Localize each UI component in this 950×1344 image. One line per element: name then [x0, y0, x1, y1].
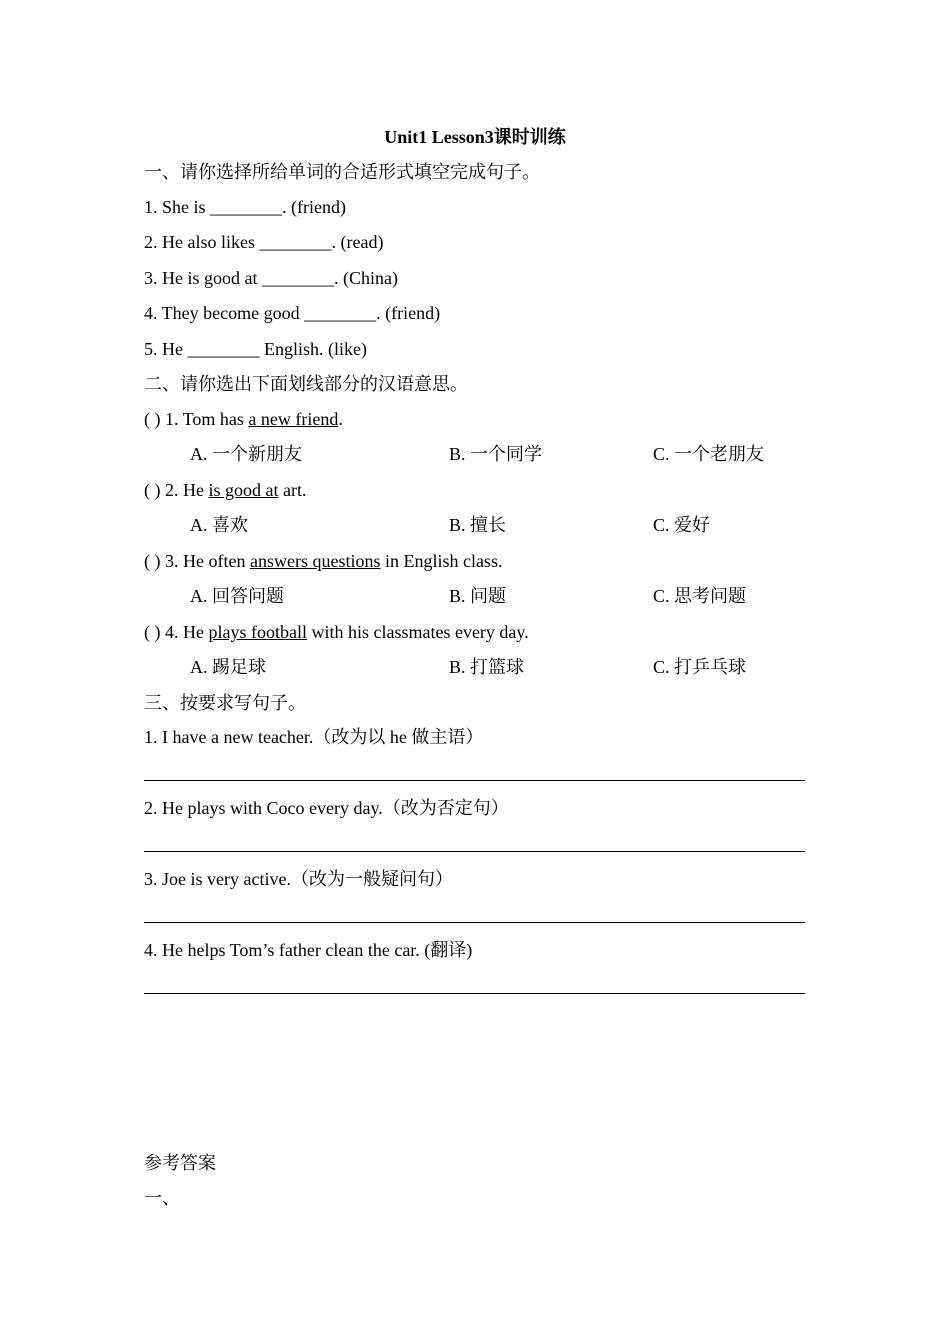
option-b: B. 一个同学 [449, 444, 543, 464]
choice-question-2 [144, 479, 306, 501]
option-c: C. 一个老朋友 [653, 444, 765, 464]
answer-line [144, 922, 805, 923]
option-c: C. 爱好 [653, 515, 711, 535]
choice-question-4 [144, 621, 529, 643]
option-a: A. 喜欢 [190, 515, 248, 535]
question-text: with his classmates every day. [306, 622, 529, 642]
option-b: B. 擅长 [449, 515, 507, 535]
option-a: A. 一个新朋友 [190, 444, 302, 464]
section3-heading: 三、按要求写句子。 [144, 693, 306, 713]
underlined-phrase: plays football [208, 622, 307, 642]
answer-key-section1: 一、 [144, 1188, 180, 1208]
question-text: art. [278, 480, 307, 500]
question-text: ( ) 4. He [144, 622, 209, 642]
fill-blank-item-4: 4. They become good ________. (friend) [144, 303, 441, 323]
choice-question-3 [144, 550, 502, 572]
question-text: ( ) 2. He [144, 480, 209, 500]
fill-blank-item-5: 5. He ________ English. (like) [144, 339, 367, 359]
question-text: ( ) 1. Tom has [144, 409, 249, 429]
rewrite-item-4: 4. He helps Tom’s father clean the car. (翻译) [144, 940, 473, 960]
fill-blank-item-2: 2. He also likes ________. (read) [144, 232, 384, 252]
question-text: . [338, 409, 343, 429]
rewrite-item-3: 3. Joe is very active.（改为一般疑问句） [144, 869, 453, 889]
section2-heading: 二、请你选出下面划线部分的汉语意思。 [144, 374, 468, 394]
option-a: A. 踢足球 [190, 657, 266, 677]
fill-blank-item-1: 1. She is ________. (friend) [144, 197, 346, 217]
option-a: A. 回答问题 [190, 586, 284, 606]
option-b: B. 打篮球 [449, 657, 525, 677]
answer-line [144, 993, 805, 994]
answer-line [144, 780, 805, 781]
rewrite-item-1: 1. I have a new teacher.（改为以 he 做主语） [144, 727, 484, 747]
fill-blank-item-3: 3. He is good at ________. (China) [144, 268, 398, 288]
choice-question-1 [144, 408, 343, 430]
page-title: Unit1 Lesson3课时训练 [384, 127, 566, 147]
underlined-phrase: is good at [208, 480, 279, 500]
section1-heading: 一、请你选择所给单词的合适形式填空完成句子。 [144, 162, 540, 182]
rewrite-item-2: 2. He plays with Coco every day.（改为否定句） [144, 798, 509, 818]
option-c: C. 打乒乓球 [653, 657, 747, 677]
answer-line [144, 851, 805, 852]
question-text: in English class. [380, 551, 503, 571]
question-text: ( ) 3. He often [144, 551, 250, 571]
option-b: B. 问题 [449, 586, 507, 606]
underlined-phrase: a new friend [248, 409, 339, 429]
answer-key-heading: 参考答案 [144, 1153, 216, 1173]
option-c: C. 思考问题 [653, 586, 747, 606]
underlined-phrase: answers questions [249, 551, 381, 571]
